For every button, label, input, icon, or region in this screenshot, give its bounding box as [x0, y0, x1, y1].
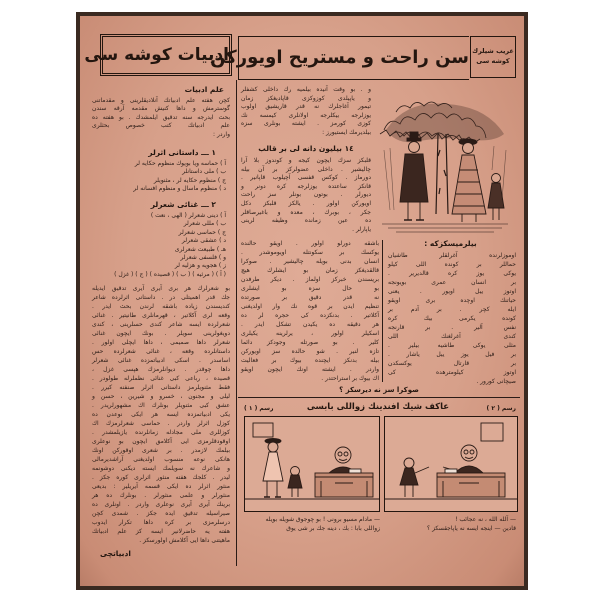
- tree-trunk: [436, 134, 448, 214]
- text-line: هفته يه حاضرلانير ايسه كز علم ادبياتك: [92, 528, 230, 535]
- text-line: بر انسان عمرى بويونجه: [388, 279, 516, 286]
- child-figure: [400, 458, 429, 497]
- text-line: عشق كبى مثنويلر بونلرك اك مشهورلريدر .: [92, 402, 230, 409]
- text-line: آ ) حماسه ويا بويوك منظوم حكايه لر: [134, 160, 226, 167]
- feature-text-a: [241, 157, 371, 234]
- text-line: واردر . ايشته اونك ايچون اويقو: [241, 366, 379, 373]
- text-line: برينك آيرى آيرى نوعلرى واردر . اونلرى ده: [92, 501, 230, 508]
- text-line: كونده يكرمى بيك كره: [388, 315, 516, 322]
- strange-corner-label: [470, 36, 516, 78]
- literature-heading: علم ادبيات: [184, 85, 224, 94]
- comic-panel-1-drawing: [245, 417, 379, 511]
- text-line: جك قدر اهميتلى در . داستانى اثرلرده شاعر: [92, 294, 230, 301]
- literature-signature: ادبياتچى: [100, 549, 131, 558]
- text-line: كوزى كورمز . ايشته بونلرى سزه: [241, 120, 371, 128]
- text-line: ديورلر . بوتون بونلر سز راحت: [241, 191, 371, 199]
- feature-illustration-drawing: [374, 90, 516, 238]
- text-line: قالقديغكز زمان بو ايشلرك هيچ: [241, 267, 379, 274]
- woman-figure: [263, 439, 283, 498]
- figure-woman: [452, 139, 486, 222]
- text-line: د ) منظوم ماسال و منظوم افسانه لر: [133, 185, 226, 193]
- comic-panel-2: [384, 416, 518, 512]
- text-line: ب ) ملى داستانلر: [182, 168, 226, 176]
- text-line: شعرلرده ايسه شاعر كندى حسلرينى ، كندى: [92, 321, 230, 328]
- text-line: چاليشير . داخلى عضولركز بر آن بيله: [241, 165, 371, 173]
- text-line: ب ) مللى شعرلر: [183, 220, 226, 228]
- text-line: يوكى يوز كره قالديرير .: [388, 270, 516, 277]
- text-line: داها چوقدر . ديوانلرمزك هپسى غزل ،: [92, 366, 230, 373]
- literature-intro: [92, 97, 230, 139]
- text-line: اسكيلر اولور ، يرلرينه يكيلرى: [241, 330, 379, 337]
- text-line: كندى آغرلغنك اللى: [388, 333, 516, 340]
- text-line: منثورلر و علمى منثورلر . بونلرك ده هر: [92, 492, 230, 499]
- text-line: منثور اثرلر ده ايكى قسمه آيريلير : بديعى: [92, 483, 230, 490]
- text-line: قلبكز سزك ايچون كيجه و كوندوز بلا آرا: [241, 157, 371, 164]
- text-line: صيراسيله تدقيق ايده جكز . شمدى كچن: [92, 510, 230, 517]
- text-line: بيلديرمك ايستيورز :: [322, 128, 371, 136]
- desk: [315, 469, 373, 497]
- text-line: هـ ) طبيعت شعرلرى: [174, 245, 226, 253]
- feature-top-text: [241, 86, 371, 138]
- text-line: كچن هفته علم ادبياتك آنلاديقلرينى و مقدماتنى: [92, 97, 230, 104]
- literature-body: [92, 284, 230, 545]
- feature-column-left: [241, 239, 379, 383]
- text-line: بريسندن خبركز اولماز . ديكر طرفدن: [241, 276, 379, 283]
- text-line: ده عين زمانده وظيفه لرينى: [241, 217, 371, 225]
- comic-title: عاكف شيك افندينك زواللى بابسى: [306, 402, 450, 412]
- text-line: حماللر بر كونده اللى كيلو: [388, 261, 516, 268]
- window: [481, 423, 503, 441]
- text-line: اوقودقلرمزى ايى آكلامق ايچون بو نوعلرى: [92, 438, 230, 445]
- text-line: زواللى بابا : بك ، دينه جك بر شى يوق: [286, 524, 380, 532]
- text-line: — آلله الله ، نه عجائب !: [455, 516, 516, 523]
- text-line: انسان بدنى بويله چاليشير . صوكرا: [241, 258, 379, 265]
- text-line: يوكسك بر سكونتله اويوموشدر .: [241, 249, 379, 256]
- text-line: بيله بدنكز ايچنده بيوك بر فعاليت: [241, 357, 379, 364]
- text-line: شعرلر داها صميمى ، داها ايچلى اولور .: [92, 339, 230, 346]
- desk: [437, 469, 505, 497]
- subcolumn-divider: [382, 240, 383, 382]
- text-line: يكى ادبياتمزده ايسه هر ايكى نوعدن ده: [92, 411, 230, 418]
- column-divider: [236, 80, 237, 566]
- text-line: يوزلرجه بيكلرجه اولانلرى كيمسه نك: [241, 111, 371, 119]
- text-line: تنظيم ايدن بر قوه نك وار اولديغنى: [241, 303, 379, 310]
- feature-subheading: ١٤ بيليون دانه لى بر قالب: [258, 144, 354, 153]
- text-line: اوموزلرنده آغرلقلر طاشيان: [388, 252, 516, 259]
- text-line: بر فيل يوز ييل ياشار .: [388, 351, 516, 358]
- text-line: ج ) منظوم حكايه لر ، مثنويلر: [153, 176, 226, 184]
- feature-illustration: [374, 90, 516, 238]
- text-line: اك بيوك بر استراحتدر .: [321, 375, 379, 382]
- text-line: ج ) حماسى شعرلر: [178, 228, 226, 236]
- text-line: بو حال سزه بو ايشلرى: [241, 285, 379, 292]
- text-line: قانكز ساعتده يوزلرجه كره دونر و: [241, 182, 371, 190]
- section2-heading: ٢ ـــ غنائى شعرلر: [150, 200, 216, 209]
- text-line: قصيده ، رباعى كبى غنائى نظملرله طولودر .: [92, 375, 230, 382]
- ground-hatching: [382, 146, 508, 232]
- wall-picture: [253, 423, 273, 437]
- text-line: ياپارلر .: [352, 225, 371, 233]
- text-line: كنديسندن زياده باشقه لرندن بحث ايدر .: [92, 303, 230, 310]
- text-line: دويغولرينى سويلر . بونك ايچون غنائى: [92, 330, 230, 337]
- panel2-label: رسم ( ٢ ): [486, 405, 516, 412]
- panel1-caption: [244, 516, 380, 533]
- text-line: نفس آلير . بر قارنجه: [388, 324, 516, 331]
- text-line: د ) عشقى شعرلر: [181, 237, 226, 245]
- text-line: تيمور آغاجلرك نه قدر قاريشيق اولوب: [241, 103, 371, 111]
- foliage-shade: [386, 104, 504, 143]
- text-line: واردر :: [213, 130, 230, 138]
- feature-column-right: [388, 251, 516, 386]
- text-line: كوزللرى ملى مجادله زمانلرنده يازيلمشدر .: [92, 429, 230, 436]
- text-line: بحث ايدرجه سنه تدقيق ايلمشدك . بو هفته ده: [92, 113, 230, 121]
- text-line: كوزل اثرلر واردر . حماسى شعرلرمزك اك: [92, 420, 230, 427]
- text-line: داستانلرده وقعه ، غنائى شعرلرده حس: [92, 348, 230, 355]
- text-line: اوتوز ييل اويور . يعنى: [388, 288, 516, 295]
- text-line: اوتوز كيلومترهده كى: [388, 369, 516, 376]
- text-line: كلير . بو صورتله وجودكز دائما: [241, 339, 379, 346]
- text-line: آ ) دينى شعرلر ( الهى ، نعت ): [150, 212, 226, 219]
- text-line: آكلاتير . بدنكزده كى حجره لر ده: [241, 312, 379, 319]
- text-line: بر قارتال يوكسكدن: [388, 360, 516, 367]
- strange-corner-line1: غريب شيلرك: [472, 47, 514, 55]
- literature-corner-title: ادبيات كوشه سى: [100, 34, 232, 76]
- strange-corner-line2: كوشه سى: [476, 57, 510, 65]
- text-line: هانكى نوعه منسوب اولديغنى آراشديرمالى: [92, 456, 230, 463]
- text-line: — مادام مسيو برونى ! بو چوجوق شويله بويله: [265, 516, 380, 523]
- feature-closing: صوكرا سز نه ديرسكز ؟: [339, 386, 419, 394]
- section1-heading: ١ ـــ داستانى اثرلر: [148, 148, 216, 157]
- text-line: جكر ، بوبرك ، معده و باغيرصاقلر: [241, 208, 371, 216]
- text-line: و ياپيلدى كوزوكزى قاپاديغكز زمان: [241, 94, 371, 102]
- text-line: و ) فلسفى شعرلر: [180, 254, 226, 262]
- text-line: صيچانى كورور .: [476, 378, 516, 385]
- text-line: ز ) هجويه و هزليه لر: [174, 262, 226, 270]
- figure-man-with-hat: [400, 132, 428, 220]
- text-line: هر دقيقه ده يكيدن تشكل ايدر .: [241, 321, 379, 328]
- text-line: گوسترمش و داها كنيش مقدمه آرقه سندن: [92, 105, 230, 113]
- panel1-label: رسم ( ١ ): [244, 405, 274, 412]
- text-line: ليلى و مجنون ، خسرو و شيرين ، حسن و: [92, 393, 230, 400]
- comic-divider: [238, 397, 520, 398]
- child-figure: [288, 467, 302, 498]
- section1-list: [92, 160, 226, 194]
- text-line: حياتنك اوچده برى اويقو: [388, 297, 516, 304]
- text-line: بو شعرلرك هر برى آيرى آيرى تدقيق ايديله: [92, 285, 230, 292]
- text-line: درسلرمزى بر كره داها تكرار ايدوب: [92, 519, 230, 526]
- text-line: دورماز . كوكس قفسى آچيلوب قاپانير .: [241, 174, 371, 182]
- text-line: مثلى يوكى طاشيه بيلير .: [388, 342, 516, 349]
- text-line: اويوركن اولور . يالكز قلبكز دكل: [241, 199, 371, 207]
- text-line: و شاعرك نه سويلمك ايسته ديكنى دوشونمه: [92, 465, 230, 472]
- text-line: ماهيتنى داها ايى آكلامش اولورسكز .: [139, 537, 230, 544]
- did-you-know-heading: بيلرميسكزكه :: [424, 239, 477, 248]
- text-line: بيلمك لازمدر . بر شعرى اوقوركن اونك: [92, 447, 230, 454]
- text-line: ليدر . كلجك هفته منثور اثرلرى كوره جكز .: [92, 474, 230, 481]
- comic-panel-1: [244, 416, 380, 512]
- feature-title: سن راحت و مستريح اويوركن: [238, 36, 469, 80]
- text-line: علم ادبياتك كتب خصوص بحثلرى: [92, 122, 230, 130]
- text-line: اساسدر . اسكى ادبياتمزده غنائى شعرلر: [92, 357, 230, 364]
- text-line: وقعه لرى آكلاتير ، قهرمانلرى طانيتير . غنائى: [92, 312, 230, 319]
- text-line: قادين — اينجه ايسه نه ياپاجقسكز ؟: [427, 524, 516, 532]
- text-line: ايله كچر . بر آدم بر: [388, 306, 516, 313]
- text-line: فقط مثنويلرمز داستانى اثرلر صنفنه كيرر .: [92, 384, 230, 391]
- text-line: و . بو وقت آنيده بيلميه رك داخلى كشفلر: [241, 86, 371, 93]
- text-line: باشقه دورلو اولور . اويقو حالنده: [241, 240, 379, 247]
- text-line: ( آ ) ( مرثيه ) ( ب ) ( قصيده ) ( ج ) ( غزل ): [114, 270, 226, 278]
- figure-child: [488, 174, 504, 221]
- text-line: تازه لنير . شو حالده سز اويوركن: [241, 348, 379, 355]
- text-line: نه قدر دقيق بر صورتده: [241, 294, 379, 301]
- section2-list: [92, 212, 226, 279]
- panel2-caption: [384, 516, 516, 533]
- comic-panel-2-drawing: [385, 417, 517, 511]
